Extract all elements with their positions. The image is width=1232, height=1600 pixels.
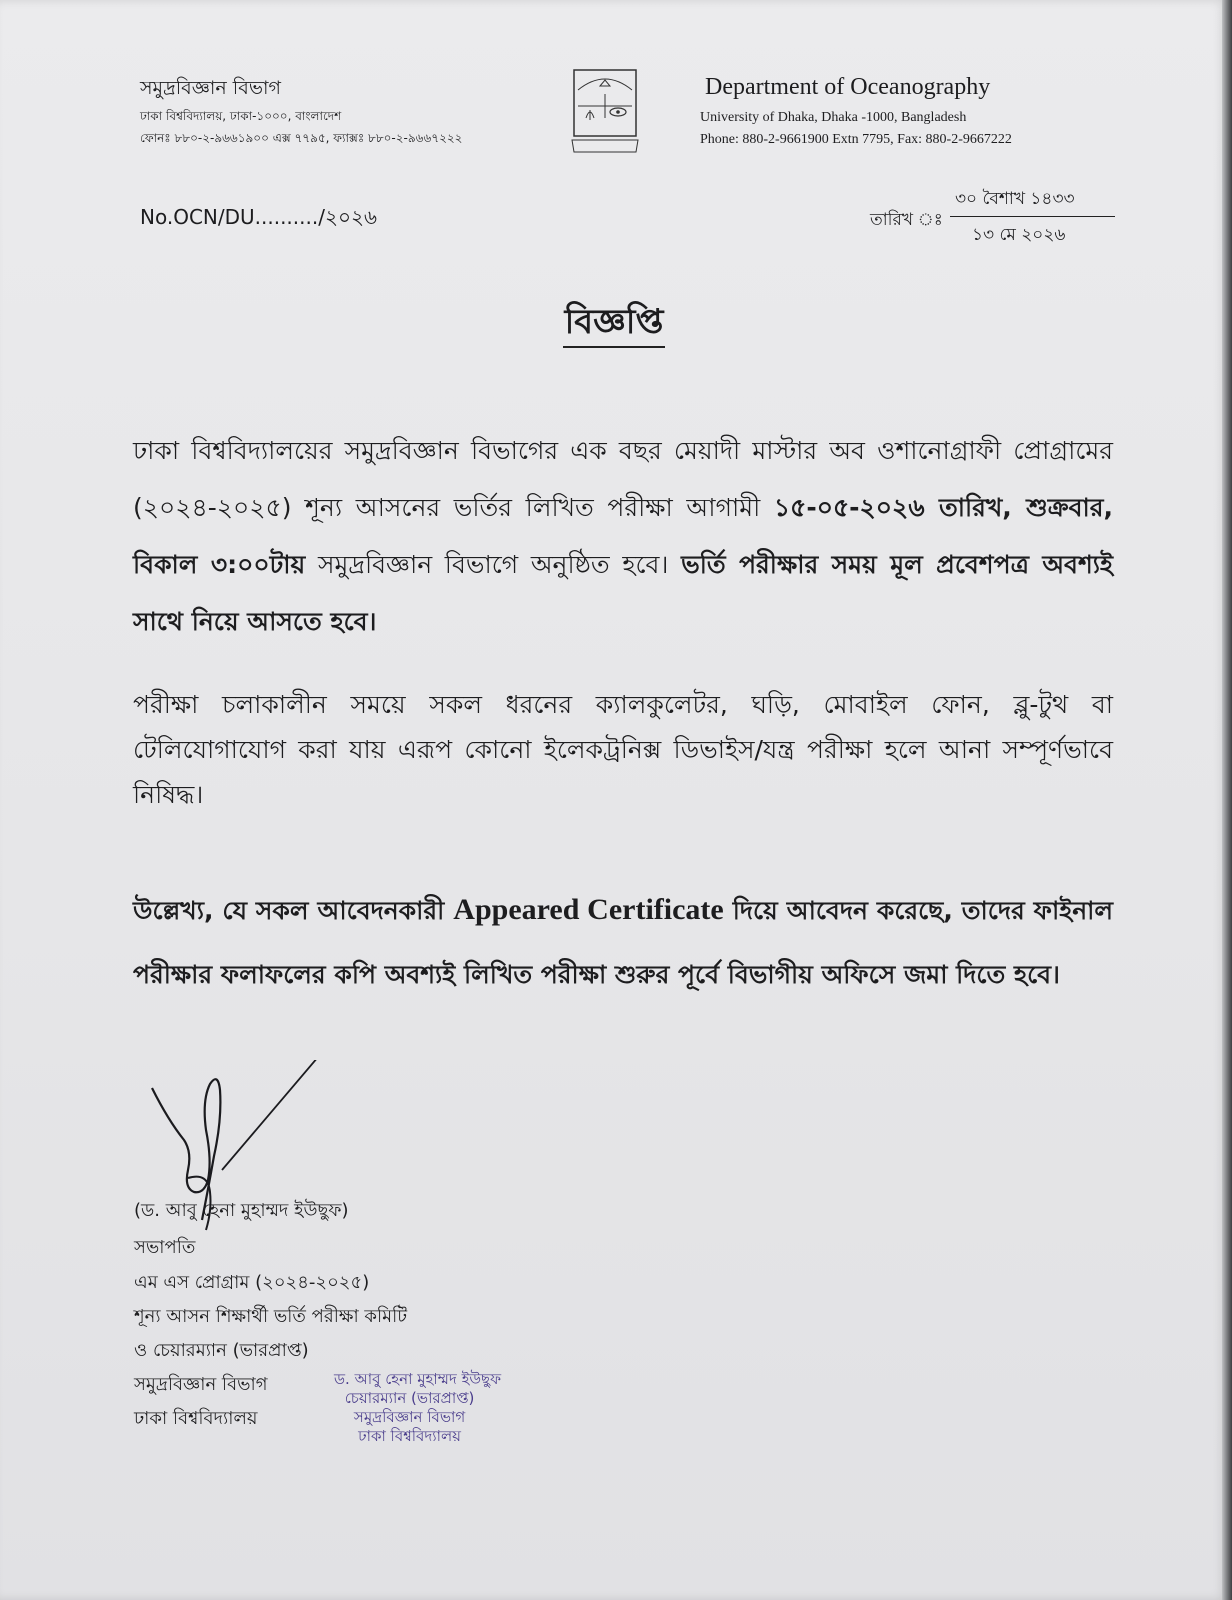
para3-text-a: উল্লেখ্য, যে সকল আবেদনকারী	[133, 896, 454, 925]
date-bengali-calendar: ৩০ বৈশাখ ১৪৩৩	[955, 189, 1075, 209]
para3-text-c: দিয়ে আবেদন করেছে, তাদের ফাইনাল পরীক্ষার ফলাফলের কপি অবশ্যই লিখিত পরীক্ষা শুরুর পূর্বে বিভাগীয় অফিসে জমা দিতে হবে।	[133, 896, 1114, 989]
notice-title-text: বিজ্ঞপ্তি	[563, 302, 666, 348]
official-stamp	[318, 1370, 501, 1446]
phone-bengali: ফোনঃ ৮৮০-২-৯৬৬১৯০০ এক্স ৭৭৯৫, ফ্যাক্সঃ ৮৮০-২-৯৬৬৭২২২	[140, 131, 463, 145]
para1-text-c: সমুদ্রবিজ্ঞান বিভাগে অনুষ্ঠিত হবে।	[305, 550, 682, 579]
stamp-role: চেয়ারম্যান (ভারপ্রাপ্ত)	[344, 1389, 475, 1407]
date-divider	[950, 216, 1115, 217]
dept-name-english: Department of Oceanography	[705, 74, 991, 100]
address-bengali: ঢাকা বিশ্ববিদ্যালয়, ঢাকা-১০০০, বাংলাদেশ	[140, 109, 342, 123]
para1-admit-card-note: ভর্তি পরীক্ষার সময় মূল প্রবেশপত্র অবশ্যই সাথে নিয়ে আসতে হবে।	[133, 550, 1113, 636]
stamp-name: ড. আবু হেনা মুহাম্মদ ইউছুফ	[334, 1370, 502, 1388]
signatory-name: (ড. আবু হেনা মুহাম্মদ ইউছুফ)	[134, 1200, 349, 1221]
signatory-role: সভাপতি	[134, 1237, 196, 1258]
date-gregorian: ১৩ মে ২০২৬	[972, 225, 1066, 245]
notice-title	[0, 296, 1228, 353]
paragraph-exam-schedule	[133, 422, 1113, 650]
phone-english: Phone: 880-2-9661900 Extn 7795, Fax: 880-2-9667222	[700, 132, 1012, 147]
signatory-chairman: ও চেয়ারম্যান (ভারপ্রাপ্ত)	[134, 1340, 309, 1361]
paragraph-device-prohibition: পরীক্ষা চলাকালীন সময়ে সকল ধরনের ক্যালকুলেটর, ঘড়ি, মোবাইল ফোন, ব্লু-টুথ বা টেলিযোগাযোগ করা যায় এরূপ কোনো ইলেকট্রনিক্স ডিভাইস/যন্ত্র পরীক্ষা হলে আনা সম্পূর্ণভাবে নিষিদ্ধ।	[133, 690, 1113, 809]
para1-exam-datetime: ১৫-০৫-২০২৬ তারিখ, শুক্রবার, বিকাল ৩:০০টায়	[133, 493, 1114, 579]
signatory-committee: শূন্য আসন শিক্ষার্থী ভর্তি পরীক্ষা কমিটি	[134, 1306, 408, 1327]
reference-number: No.OCN/DU........../২০২৬	[140, 205, 377, 229]
para1-text-a: ঢাকা বিশ্ববিদ্যালয়ের সমুদ্রবিজ্ঞান বিভাগের এক বছর মেয়াদী মাস্টার অব ওশানোগ্রাফী প্রোগ্রামের (২০২৪-২০২৫) শূন্য আসনের ভর্তির লিখিত পরীক্ষা আগামী	[133, 436, 1113, 522]
date-label: তারিখ ঃ	[870, 210, 943, 230]
signatory-university: ঢাকা বিশ্ববিদ্যালয়	[134, 1408, 258, 1429]
signatory-department: সমুদ্রবিজ্ঞান বিভাগ	[134, 1374, 268, 1395]
stamp-university: ঢাকা বিশ্ববিদ্যালয়	[358, 1427, 461, 1445]
signatory-program: এম এস প্রোগ্রাম (২০২৪-২০২৫)	[134, 1272, 370, 1293]
handwritten-signature	[148, 1060, 348, 1260]
university-seal-icon	[570, 66, 650, 158]
paragraph-appeared-certificate	[133, 878, 1113, 1007]
background-edge	[1222, 0, 1232, 1600]
dept-name-bengali: সমুদ্রবিজ্ঞান বিভাগ	[140, 77, 281, 99]
stamp-department: সমুদ্রবিজ্ঞান বিভাগ	[353, 1408, 466, 1426]
para3-appeared-certificate: Appeared Certificate	[453, 893, 724, 926]
address-english: University of Dhaka, Dhaka -1000, Bangladesh	[700, 110, 967, 125]
